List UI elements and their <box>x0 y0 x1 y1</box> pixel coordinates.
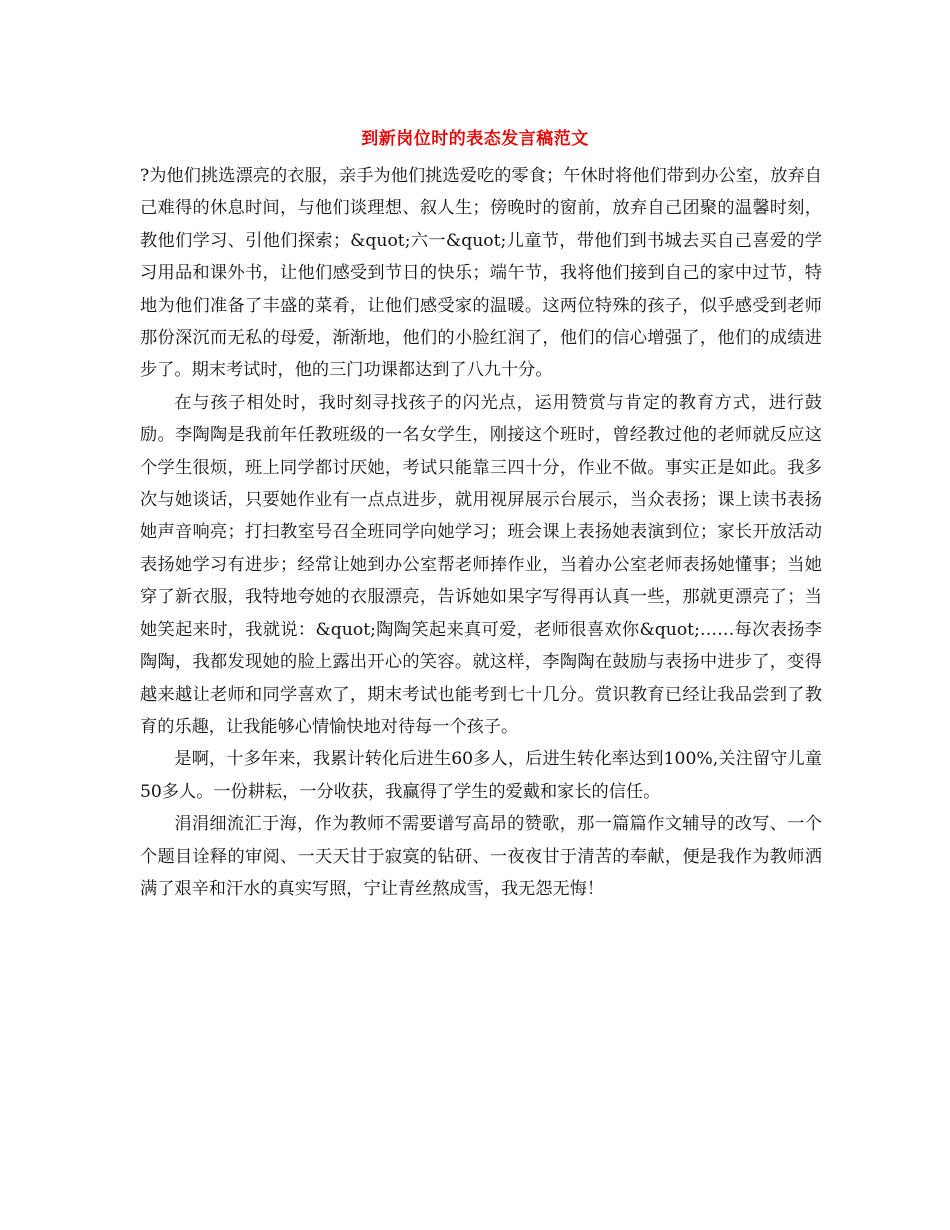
paragraph-4: 涓涓细流汇于海，作为教师不需要谱写高昂的赞歌，那一篇篇作文辅导的改写、一个个题目诠释的审阅、一天天甘于寂寞的钻研、一夜夜甘于清苦的奉献，便是我作为教师洒满了艰辛和汗水的真实写照，宁让青丝熬成雪，我无怨无悔！ <box>140 814 822 899</box>
paragraph-2: 在与孩子相处时，我时刻寻找孩子的闪光点，运用赞赏与肯定的教育方式，进行鼓励。李陶陶是我前年任教班级的一名女学生，刚接这个班时，曾经教过他的老师就反应这个学生很烦，班上同学都讨厌她，考试只能靠三四十分，作业不做。事实正是如此。我多次与她谈话，只要她作业有一点点进步，就用视屏展示台展示，当众表扬；课上读书表扬她声音响亮；打扫教室号召全班同学向她学习；班会课上表扬她表演到位；家长开放活动表扬她学习有进步；经常让她到办公室帮老师捧作业，当着办公室老师表扬她懂事；当她穿了新衣服，我特地夸她的衣服漂亮，告诉她如果字写得再认真一些，那就更漂亮了；当她笑起来时，我就说：&quot;陶陶笑起来真可爱，老师很喜欢你&quot;……每次表扬李陶陶，我都发现她的脸上露出开心的笑容。就这样，李陶陶在鼓励与表扬中进步了，变得越来越让老师和同学喜欢了，期末考试也能考到七十几分。赏识教育已经让我品尝到了教育的乐趣，让我能够心情愉快地对待每一个孩子。 <box>140 392 822 737</box>
document-body <box>140 160 822 905</box>
document-title: 到新岗位时的表态发言稿范文 <box>361 129 589 149</box>
paragraph-3: 是啊，十多年来，我累计转化后进生60多人，后进生转化率达到100%,关注留守儿童50多人。一份耕耘，一分收获，我赢得了学生的爱戴和家长的信任。 <box>140 749 822 802</box>
paragraph-1: ?为他们挑选漂亮的衣服，亲手为他们挑选爱吃的零食；午休时将他们带到办公室，放弃自己难得的休息时间，与他们谈理想、叙人生；傍晚时的窗前，放弃自己团聚的温馨时刻，教他们学习、引他们探索；&quot;六一&quot;儿童节，带他们到书城去买自己喜爱的学习用品和课外书，让他们感受到节日的快乐；端午节，我将他们接到自己的家中过节，特地为他们准备了丰盛的菜肴，让他们感受家的温暖。这两位特殊的孩子，似乎感受到老师那份深沉而无私的母爱，渐渐地，他们的小脸红润了，他们的信心增强了，他们的成绩进步了。期末考试时，他的三门功课都达到了八九十分。 <box>140 166 822 381</box>
